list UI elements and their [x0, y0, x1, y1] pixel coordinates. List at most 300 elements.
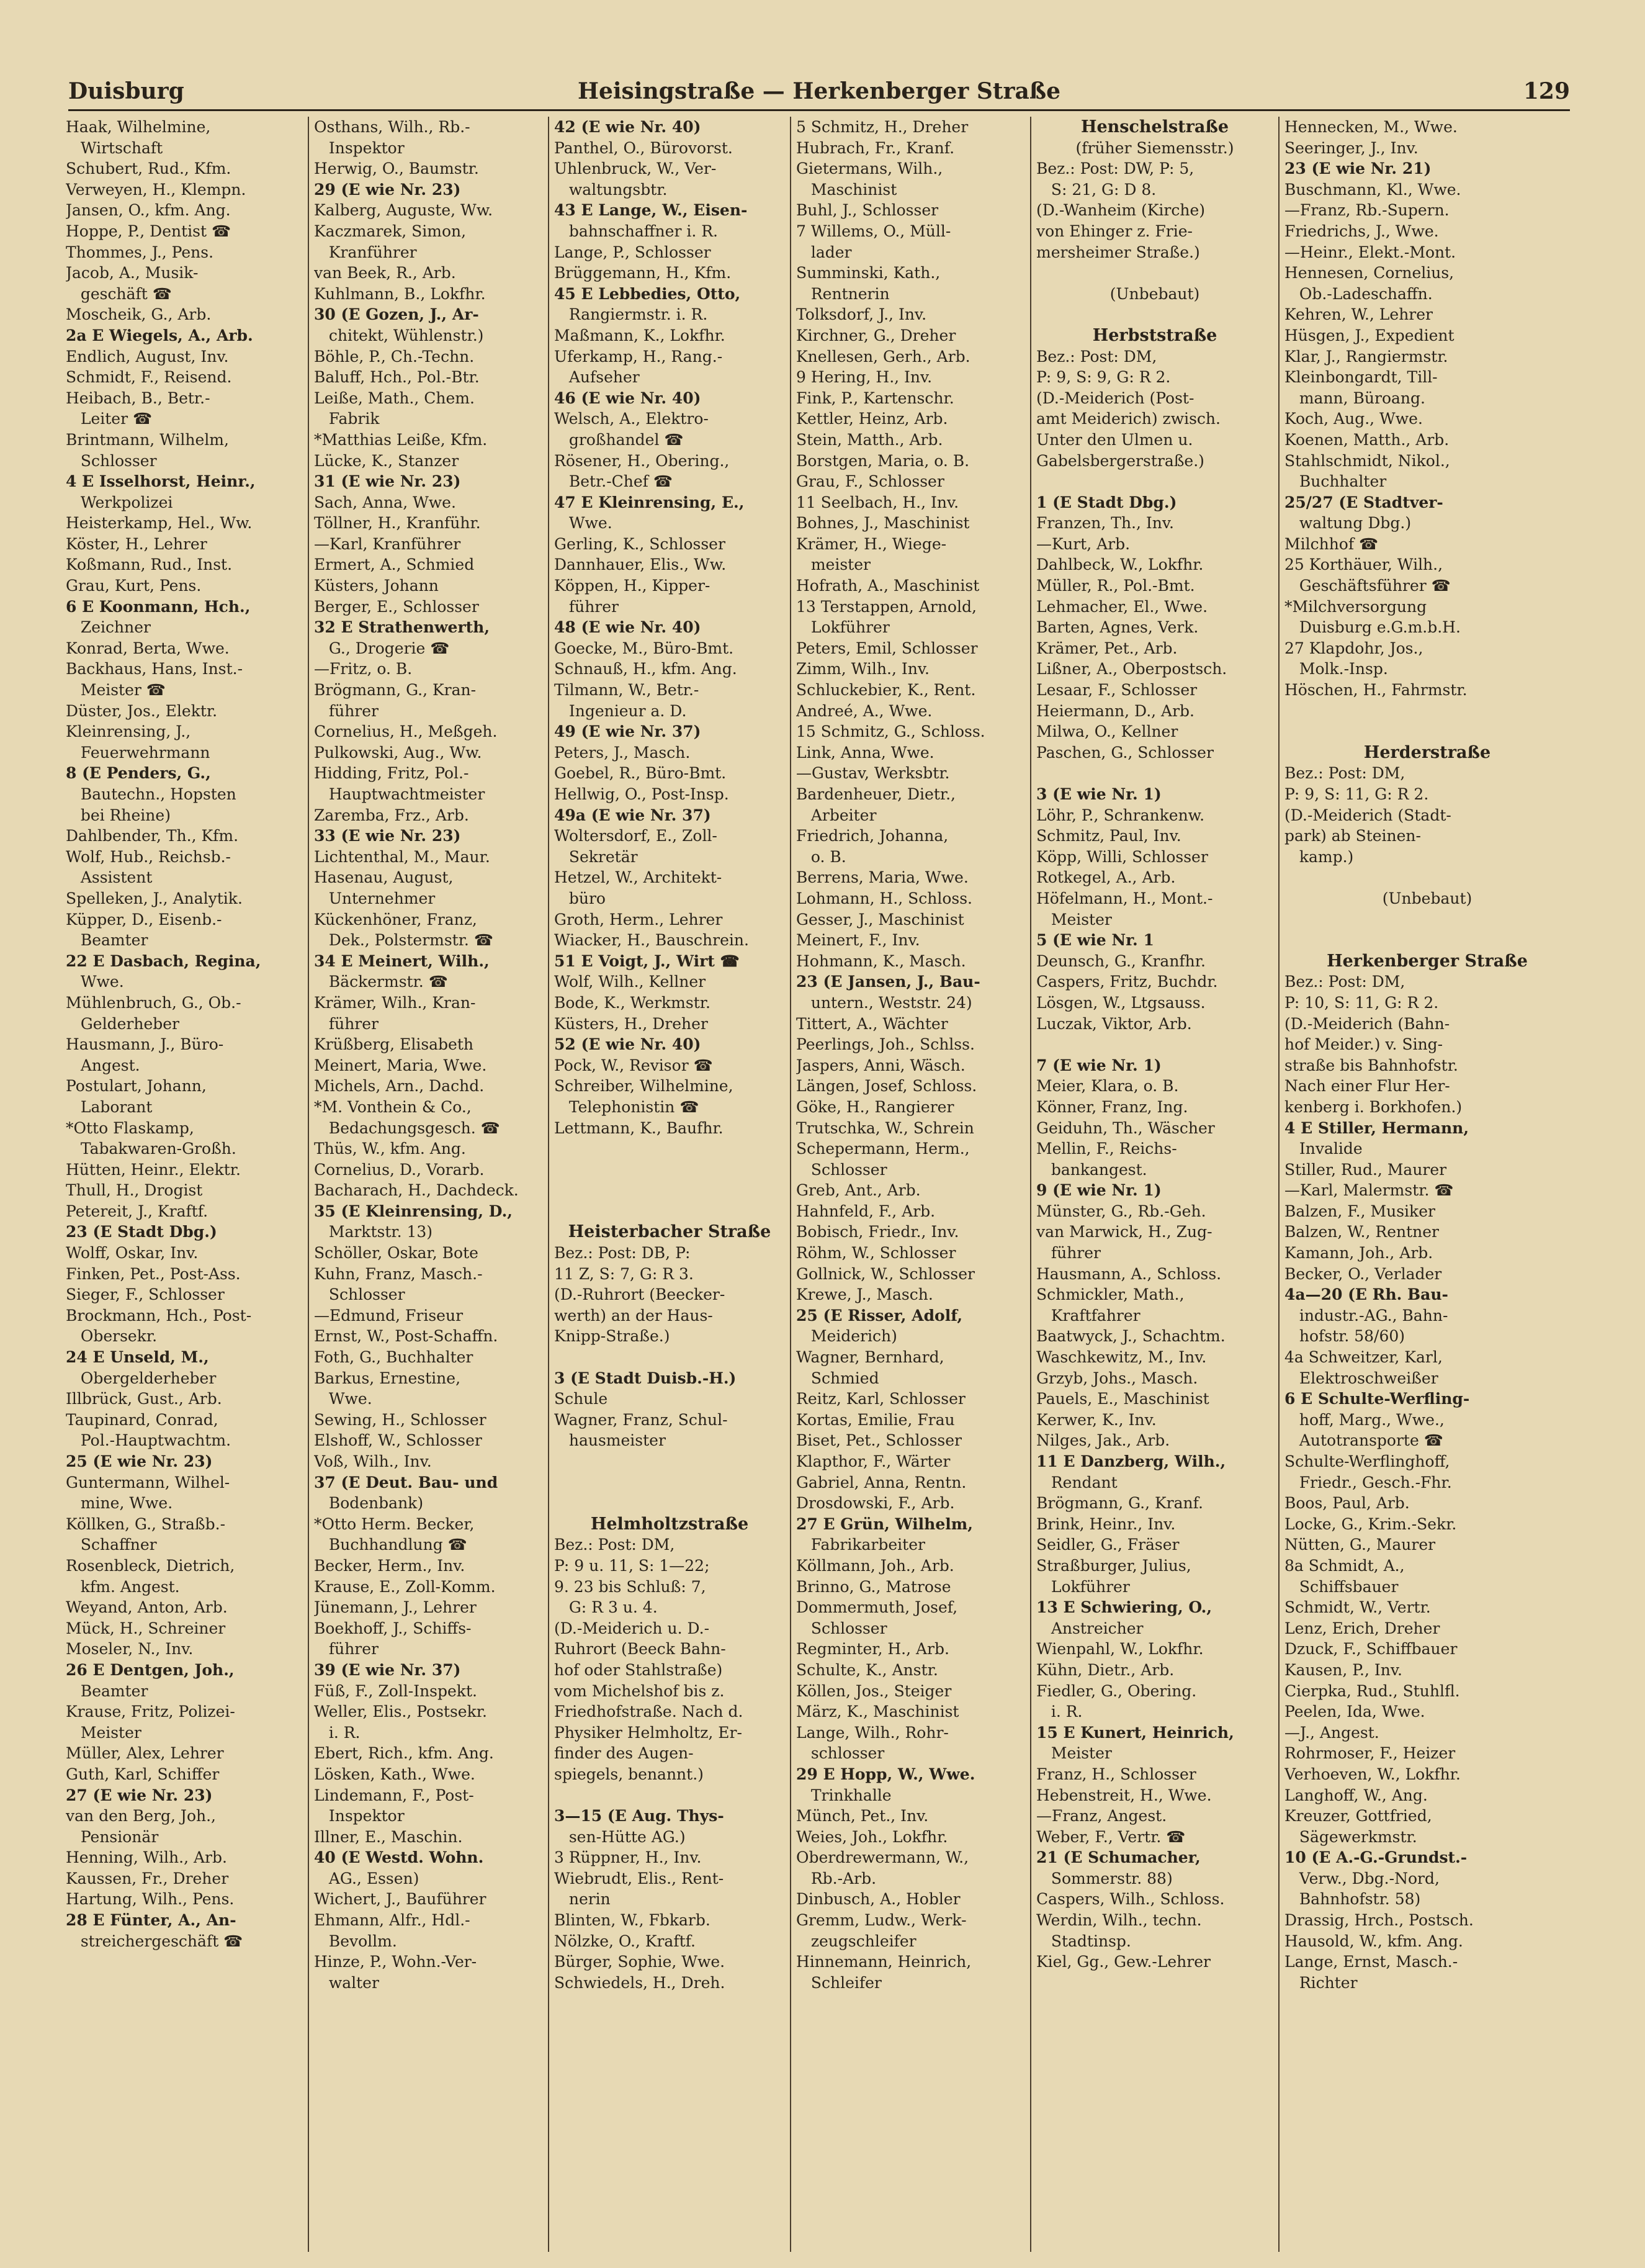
directory-entry: Heisterkamp, Hel., Ww.	[66, 514, 253, 533]
directory-entry: 11 Z, S: 7, G: R 3.	[554, 1264, 694, 1283]
directory-entry: 2a E Wiegels, A., Arb.	[66, 326, 253, 344]
directory-entry: o. B.	[796, 847, 846, 866]
directory-entry: Weyand, Anton, Arb.	[66, 1598, 228, 1617]
spacer	[1036, 1034, 1273, 1055]
directory-entry: Rösener, H., Obering.,	[554, 451, 730, 470]
directory-entry: Moscheik, G., Arb.	[66, 305, 212, 324]
directory-entry: 29 E Hopp, W., Wwe.	[796, 1765, 975, 1783]
directory-entry: Balzen, F., Musiker	[1284, 1202, 1435, 1220]
directory-entry: Krewe, J., Masch.	[796, 1285, 933, 1304]
directory-entry: Köppen, H., Kipper-	[554, 577, 710, 595]
directory-entry: Trinkhalle	[796, 1786, 892, 1804]
directory-entry: Finken, Pet., Post-Ass.	[66, 1264, 241, 1283]
directory-entry: Cornelius, H., Meßgeh.	[314, 722, 498, 741]
spacer	[554, 1785, 785, 1806]
directory-entry: van den Berg, Joh.,	[66, 1807, 217, 1825]
directory-entry: Lohmann, H., Schloss.	[796, 889, 972, 907]
directory-entry: Hubrach, Fr., Kranf.	[796, 138, 955, 157]
directory-entry: Töllner, H., Kranführ.	[314, 514, 481, 533]
directory-entry: Wirtschaft	[66, 138, 163, 157]
directory-entry: Spelleken, J., Analytik.	[66, 889, 243, 907]
directory-entry: Schluckebier, K., Rent.	[796, 681, 976, 700]
directory-entry: amt Meiderich) zwisch.	[1036, 410, 1221, 428]
directory-entry: (D.-Meiderich (Stadt-	[1284, 806, 1451, 824]
directory-entry: Brink, Heinr., Inv.	[1036, 1514, 1176, 1533]
page-header	[68, 76, 1570, 111]
directory-entry: Milchhof ☎	[1284, 534, 1379, 553]
directory-entry: Meister	[1036, 910, 1112, 929]
directory-entry: Meinert, Maria, Wwe.	[314, 1056, 487, 1074]
directory-entry: 4 E Stiller, Hermann,	[1284, 1118, 1469, 1137]
directory-entry: Deunsch, G., Kranfhr.	[1036, 952, 1206, 970]
directory-entry: Duisburg e.G.m.b.H.	[1284, 618, 1461, 637]
directory-entry: führer	[314, 701, 379, 720]
directory-entry: Wwe.	[314, 1390, 372, 1408]
directory-entry: Bode, K., Werkmstr.	[554, 993, 710, 1012]
directory-entry: 31 (E wie Nr. 23)	[314, 472, 461, 491]
directory-entry: 37 (E Deut. Bau- und	[314, 1473, 498, 1492]
directory-entry: hof oder Stahlstraße)	[554, 1660, 723, 1679]
directory-entry: Hellwig, O., Post-Insp.	[554, 785, 729, 803]
directory-entry: Rb.-Arb.	[796, 1869, 877, 1888]
directory-entry: Summinski, Kath.,	[796, 264, 941, 282]
directory-entry: Leiter ☎	[66, 410, 153, 428]
directory-entry: 47 E Kleinrensing, E.,	[554, 493, 745, 511]
directory-entry: Lichtenthal, M., Maur.	[314, 847, 490, 866]
directory-entry: Kleinbongardt, Till-	[1284, 368, 1438, 387]
directory-entry: Bäckermstr. ☎	[314, 973, 448, 991]
directory-entry: Baatwyck, J., Schachtm.	[1036, 1327, 1226, 1346]
directory-entry: 35 (E Kleinrensing, D.,	[314, 1202, 513, 1220]
directory-entry: Hausold, W., kfm. Ang.	[1284, 1932, 1463, 1950]
directory-entry: Ermert, A., Schmied	[314, 556, 475, 574]
directory-entry: 8 (E Penders, G.,	[66, 764, 211, 783]
directory-entry: Hinze, P., Wohn.-Ver-	[314, 1953, 477, 1971]
directory-entry: Borstgen, Maria, o. B.	[796, 451, 970, 470]
directory-entry: Dzuck, F., Schiffbauer	[1284, 1640, 1458, 1658]
directory-entry: Bez.: Post: DM,	[1284, 973, 1405, 991]
directory-entry: Bez.: Post: DW, P: 5,	[1036, 160, 1195, 178]
directory-entry: Kranführer	[314, 243, 417, 261]
directory-entry: 11 E Danzberg, Wilh.,	[1036, 1452, 1226, 1470]
directory-entry: Nach einer Flur Her-	[1284, 1077, 1450, 1096]
directory-entry: 3—15 (E Aug. Thys-	[554, 1807, 724, 1825]
directory-entry: Anstreicher	[1036, 1619, 1144, 1637]
directory-entry: Gabelsbergerstraße.)	[1036, 451, 1204, 470]
directory-entry: Gietermans, Wilh.,	[796, 160, 943, 178]
directory-entry: Schmied	[796, 1369, 879, 1387]
directory-entry: Becker, O., Verlader	[1284, 1264, 1442, 1283]
directory-entry: Lesaar, F., Schlosser	[1036, 681, 1198, 700]
directory-entry: Waschkewitz, M., Inv.	[1036, 1348, 1207, 1367]
directory-entry: Gerling, K., Schlosser	[554, 534, 725, 553]
directory-entry: —Karl, Malermstr. ☎	[1284, 1181, 1454, 1200]
directory-entry: Stahlschmidt, Nikol.,	[1284, 451, 1450, 470]
directory-entry: Kaussen, Fr., Dreher	[66, 1869, 229, 1888]
directory-entry: S: 21, G: D 8.	[1036, 180, 1157, 199]
directory-entry: van Marwick, H., Zug-	[1036, 1223, 1212, 1241]
directory-entry: Hohmann, K., Masch.	[796, 952, 966, 970]
directory-entry: 5 Schmitz, H., Dreher	[796, 118, 969, 136]
directory-entry: Link, Anna, Wwe.	[796, 743, 935, 762]
directory-entry: Krause, E., Zoll-Komm.	[314, 1577, 496, 1596]
directory-entry: Röhm, W., Schlosser	[796, 1244, 956, 1262]
street-note: (früher Siemensstr.)	[1075, 138, 1234, 157]
column-1	[61, 117, 309, 2252]
spacer	[554, 1180, 785, 1201]
directory-entry: *Otto Flaskamp,	[66, 1118, 194, 1137]
directory-entry: Bacharach, H., Dachdeck.	[314, 1181, 519, 1200]
directory-entry: kenberg i. Borkhofen.)	[1284, 1097, 1463, 1116]
directory-entry: Kraftfahrer	[1036, 1306, 1141, 1325]
directory-entry: Geiduhn, Th., Wäscher	[1036, 1118, 1215, 1137]
directory-entry: Bürger, Sophie, Wwe.	[554, 1953, 725, 1971]
directory-entry: 6 E Schulte-Werfling-	[1284, 1390, 1470, 1408]
directory-entry: Meister	[66, 1723, 141, 1742]
directory-entry: Rangiermstr. i. R.	[554, 305, 708, 324]
directory-entry: Tolksdorf, J., Inv.	[796, 305, 927, 324]
directory-entry: Konrad, Berta, Wwe.	[66, 639, 230, 657]
directory-entry: Meinert, F., Inv.	[796, 931, 920, 950]
directory-entry: Hetzel, W., Architekt-	[554, 868, 722, 887]
directory-entry: Maßmann, K., Lokfhr.	[554, 326, 725, 344]
directory-entry: Rendant	[1036, 1473, 1118, 1492]
directory-entry: Foth, G., Buchhalter	[314, 1348, 473, 1367]
directory-entry: Bedachungsgesch. ☎	[314, 1118, 500, 1137]
directory-entry: Hahnfeld, F., Arb.	[796, 1202, 936, 1220]
directory-entry: Hartung, Wilh., Pens.	[66, 1890, 235, 1909]
directory-entry: 49 (E wie Nr. 37)	[554, 722, 701, 741]
directory-entry: führer	[1036, 1244, 1101, 1262]
directory-entry: Fabrikarbeiter	[796, 1536, 925, 1554]
directory-entry: Lange, Ernst, Masch.-	[1284, 1953, 1458, 1971]
directory-entry: Rotkegel, A., Arb.	[1036, 868, 1176, 887]
directory-entry: Weber, F., Vertr. ☎	[1036, 1827, 1186, 1846]
directory-entry: walter	[314, 1973, 379, 1992]
directory-entry: Boos, Paul, Arb.	[1284, 1494, 1410, 1513]
directory-entry: i. R.	[314, 1723, 361, 1742]
directory-entry: 34 E Meinert, Wilh.,	[314, 952, 490, 970]
directory-entry: Schulte-Werflinghoff,	[1284, 1452, 1450, 1470]
directory-entry: Unternehmer	[314, 889, 436, 907]
directory-entry: Meier, Klara, o. B.	[1036, 1077, 1179, 1096]
directory-entry: Seidler, G., Fräser	[1036, 1536, 1180, 1554]
directory-entry: Uferkamp, H., Rang.-	[554, 347, 723, 366]
directory-entry: 49a (E wie Nr. 37)	[554, 806, 711, 824]
directory-entry: —Heinr., Elekt.-Mont.	[1284, 243, 1456, 261]
directory-entry: Sommerstr. 88)	[1036, 1869, 1173, 1888]
directory-entry: Böhle, P., Ch.-Techn.	[314, 347, 475, 366]
directory-entry: 23 (E wie Nr. 21)	[1284, 160, 1432, 178]
directory-entry: Rosenbleck, Dietrich,	[66, 1556, 235, 1575]
directory-entry: großhandel ☎	[554, 430, 684, 449]
directory-entry: —Franz, Angest.	[1036, 1807, 1167, 1825]
directory-entry: Hofrath, A., Maschinist	[796, 577, 980, 595]
directory-entry: Nilges, Jak., Arb.	[1036, 1431, 1170, 1450]
spacer	[1036, 471, 1273, 492]
directory-entry: Gelderheber	[66, 1014, 179, 1033]
directory-entry: Lokführer	[796, 618, 890, 637]
directory-entry: Ob.-Ladeschaffn.	[1284, 284, 1433, 303]
directory-entry: Schnauß, H., kfm. Ang.	[554, 660, 737, 678]
directory-entry: Tilmann, W., Betr.-	[554, 681, 699, 700]
directory-entry: Friedrich, Johanna,	[796, 827, 949, 845]
directory-entry: Bez.: Post: DM,	[1036, 347, 1157, 366]
directory-entry: finder des Augen-	[554, 1744, 694, 1763]
directory-entry: Elektroschweißer	[1284, 1369, 1438, 1387]
directory-entry: Goecke, M., Büro-Bmt.	[554, 639, 734, 657]
directory-entry: Weller, Elis., Postsekr.	[314, 1703, 487, 1721]
directory-entry: industr.-AG., Bahn-	[1284, 1306, 1448, 1325]
directory-entry: Krämer, H., Wiege-	[796, 534, 947, 553]
directory-entry: 43 E Lange, W., Eisen-	[554, 201, 748, 220]
street-note: (Unbebaut)	[1382, 889, 1472, 907]
spacer	[554, 1451, 785, 1472]
directory-entry: Peters, Emil, Schlosser	[796, 639, 978, 657]
directory-entry: Küpper, D., Eisenb.-	[66, 910, 222, 929]
directory-entry: Schaffner	[66, 1536, 157, 1554]
directory-entry: Gesser, J., Maschinist	[796, 910, 964, 929]
directory-entry: 33 (E wie Nr. 23)	[314, 827, 461, 845]
directory-entry: 13 Terstappen, Arnold,	[796, 597, 977, 616]
spacer	[1284, 867, 1570, 888]
directory-entry: Mück, H., Schreiner	[66, 1619, 226, 1637]
directory-entry: Bevollm.	[314, 1932, 397, 1950]
directory-entry: Wienpahl, W., Lokfhr.	[1036, 1640, 1204, 1658]
directory-entry: Illbrück, Gust., Arb.	[66, 1390, 222, 1408]
directory-entry: Invalide	[1284, 1140, 1363, 1158]
directory-entry: 52 (E wie Nr. 40)	[554, 1035, 701, 1054]
directory-entry: Kiel, Gg., Gew.-Lehrer	[1036, 1953, 1211, 1971]
directory-entry: Höfelmann, H., Mont.-	[1036, 889, 1213, 907]
spacer	[554, 1493, 785, 1514]
directory-entry: Tabakwaren-Großh.	[66, 1140, 236, 1158]
directory-entry: Buhl, J., Schlosser	[796, 201, 939, 220]
directory-entry: hoff, Marg., Wwe.,	[1284, 1410, 1445, 1429]
directory-entry: 25 (E Risser, Adolf,	[796, 1306, 963, 1325]
directory-entry: Herwig, O., Baumstr.	[314, 160, 479, 178]
directory-entry: 7 Willems, O., Müll-	[796, 222, 951, 240]
directory-entry: 3 (E Stadt Duisb.-H.)	[554, 1369, 737, 1387]
directory-entry: Höschen, H., Fahrmstr.	[1284, 681, 1468, 700]
directory-entry: Weies, Joh., Lokfhr.	[796, 1827, 948, 1846]
directory-entry: Beamter	[66, 931, 148, 950]
directory-entry: Hebenstreit, H., Wwe.	[1036, 1786, 1212, 1804]
directory-entry: Gremm, Ludw., Werk-	[796, 1911, 967, 1930]
directory-entry: Meister	[1036, 1744, 1112, 1763]
directory-entry: mine, Wwe.	[66, 1494, 173, 1513]
directory-entry: Buchhandlung ☎	[314, 1536, 467, 1554]
directory-entry: (D.-Ruhrort (Beecker-	[554, 1285, 725, 1304]
directory-entry: 28 E Fünter, A., An-	[66, 1911, 236, 1930]
directory-entry: Luczak, Viktor, Arb.	[1036, 1014, 1192, 1033]
spacer	[554, 1472, 785, 1493]
street-heading: Herkenberger Straße	[1327, 951, 1528, 971]
directory-entry: 51 E Voigt, J., Wirt ☎	[554, 952, 740, 970]
directory-entry: 48 (E wie Nr. 40)	[554, 618, 701, 637]
directory-entry: kamp.)	[1284, 847, 1354, 866]
directory-entry: 4 E Isselhorst, Heinr.,	[66, 472, 256, 491]
directory-entry: Heibach, B., Betr.-	[66, 389, 210, 407]
directory-entry: 45 E Lebbedies, Otto,	[554, 284, 741, 303]
directory-entry: Kettler, Heinz, Arb.	[796, 410, 948, 428]
directory-entry: Cornelius, D., Vorarb.	[314, 1160, 485, 1179]
directory-entry: Verw., Dbg.-Nord,	[1284, 1869, 1440, 1888]
directory-entry: 23 (E Stadt Dbg.)	[66, 1223, 217, 1241]
directory-entry: Rohrmoser, F., Heizer	[1284, 1744, 1456, 1763]
directory-entry: Hausmann, A., Schloss.	[1036, 1264, 1222, 1283]
directory-entry: Paschen, G., Schlosser	[1036, 743, 1214, 762]
directory-entry: büro	[554, 889, 606, 907]
directory-entry: Wagner, Bernhard,	[796, 1348, 944, 1367]
spacer	[1036, 763, 1273, 784]
spacer	[1284, 721, 1570, 742]
directory-entry: Köllmann, Joh., Arb.	[796, 1556, 954, 1575]
directory-entry: *Matthias Leiße, Kfm.	[314, 430, 488, 449]
directory-entry: Peters, J., Masch.	[554, 743, 691, 762]
directory-entry: Kerwer, K., Inv.	[1036, 1410, 1157, 1429]
directory-entry: Küsters, Johann	[314, 577, 439, 595]
directory-entry: Krämer, Wilh., Kran-	[314, 993, 476, 1012]
directory-entry: Lücke, K., Stanzer	[314, 451, 459, 470]
directory-entry: Pock, W., Revisor ☎	[554, 1056, 713, 1074]
directory-entry: Peelen, Ida, Wwe.	[1284, 1703, 1425, 1721]
directory-entry: Lokführer	[1036, 1577, 1130, 1596]
directory-entry: Schmitz, Paul, Inv.	[1036, 827, 1181, 845]
directory-entry: spiegels, benannt.)	[554, 1765, 704, 1783]
directory-entry: 30 (E Gozen, J., Ar-	[314, 305, 479, 324]
directory-entry: Postulart, Johann,	[66, 1077, 207, 1096]
directory-entry: 24 E Unseld, M.,	[66, 1348, 209, 1367]
directory-entry: untern., Weststr. 24)	[796, 993, 972, 1012]
directory-entry: Schmidt, W., Vertr.	[1284, 1598, 1431, 1617]
directory-entry: Rentnerin	[796, 284, 890, 303]
directory-entry: *Milchversorgung	[1284, 597, 1427, 616]
directory-entry: Friedrichs, J., Wwe.	[1284, 222, 1439, 240]
directory-entry: Trutschka, W., Schrein	[796, 1118, 974, 1137]
directory-entry: Knipp-Straße.)	[554, 1327, 670, 1346]
directory-entry: (D.-Wanheim (Kirche)	[1036, 201, 1206, 220]
directory-entry: Guth, Karl, Schiffer	[66, 1765, 220, 1783]
directory-entry: Geschäftsführer ☎	[1284, 577, 1451, 595]
directory-entry: Stein, Matth., Arb.	[796, 430, 943, 449]
directory-entry: Nütten, G., Maurer	[1284, 1536, 1436, 1554]
directory-entry: 22 E Dasbach, Regina,	[66, 952, 261, 970]
directory-entry: sen-Hütte AG.)	[554, 1827, 686, 1846]
directory-entry: Lenz, Erich, Dreher	[1284, 1619, 1440, 1637]
directory-entry: Wwe.	[554, 514, 612, 533]
directory-entry: Langhoff, W., Ang.	[1284, 1786, 1428, 1804]
directory-entry: Kühn, Dietr., Arb.	[1036, 1660, 1175, 1679]
directory-entry: Lindemann, F., Post-	[314, 1786, 474, 1804]
directory-entry: Lösken, Kath., Wwe.	[314, 1765, 475, 1783]
directory-entry: Thull, H., Drogist	[66, 1181, 203, 1200]
directory-entry: Molk.-Insp.	[1284, 660, 1388, 678]
directory-entry: Thommes, J., Pens.	[66, 243, 214, 261]
directory-entry: Obergelderheber	[66, 1369, 217, 1387]
directory-entry: Brockmann, Hch., Post-	[66, 1306, 252, 1325]
directory-entry: schlosser	[796, 1744, 885, 1763]
directory-entry: Lettmann, K., Baufhr.	[554, 1118, 724, 1137]
directory-entry: Schreiber, Wilhelmine,	[554, 1077, 733, 1096]
directory-entry: Hidding, Fritz, Pol.-	[314, 764, 469, 783]
directory-entry: von Ehinger z. Frie-	[1036, 222, 1193, 240]
directory-entry: Krämer, Pet., Arb.	[1036, 639, 1178, 657]
directory-entry: Ruhrort (Beeck Bahn-	[554, 1640, 726, 1658]
directory-entry: Kuhlmann, B., Lokfhr.	[314, 284, 486, 303]
directory-entry: Voß, Wilh., Inv.	[314, 1452, 432, 1470]
directory-entry: 3 (E wie Nr. 1)	[1036, 785, 1162, 803]
directory-entry: Zimm, Wilh., Inv.	[796, 660, 930, 678]
directory-entry: Nölzke, O., Kraftf.	[554, 1932, 696, 1950]
directory-entry: Uhlenbruck, W., Ver-	[554, 160, 717, 178]
directory-entry: 3 Rüppner, H., Inv.	[554, 1848, 702, 1867]
directory-entry: Maschinist	[796, 180, 897, 199]
directory-entry: 10 (E A.-G.-Grundst.-	[1284, 1848, 1468, 1867]
directory-entry: Müller, R., Pol.-Bmt.	[1036, 577, 1195, 595]
directory-entry: —Gustav, Werksbtr.	[796, 764, 950, 783]
directory-entry: Werkpolizei	[66, 493, 173, 511]
directory-entry: Wagner, Franz, Schul-	[554, 1410, 728, 1429]
directory-entry: Jaspers, Anni, Wäsch.	[796, 1056, 966, 1074]
header-city: Duisburg	[68, 78, 184, 104]
directory-entry: Schmidt, F., Reisend.	[66, 368, 232, 387]
directory-entry: Kleinrensing, J.,	[66, 722, 191, 741]
directory-entry: 40 (E Westd. Wohn.	[314, 1848, 484, 1867]
directory-entry: Dahlbeck, W., Lokfhr.	[1036, 556, 1204, 574]
directory-entry: P: 10, S: 11, G: R 2.	[1284, 993, 1439, 1012]
directory-entry: Inspektor	[314, 1807, 405, 1825]
street-heading: Henschelstraße	[1080, 117, 1229, 137]
directory-entry: 23 (E Jansen, J., Bau-	[796, 973, 980, 991]
directory-entry: Bautechn., Hopsten	[66, 785, 236, 803]
directory-entry: Regminter, H., Arb.	[796, 1640, 949, 1658]
directory-entry: Kehren, W., Lehrer	[1284, 305, 1433, 324]
directory-entry: Laborant	[66, 1097, 153, 1116]
directory-entry: Bez.: Post: DM,	[1284, 764, 1405, 783]
directory-entry: Obersekr.	[66, 1327, 158, 1346]
directory-entry: nerin	[554, 1890, 611, 1909]
directory-entry: Drosdowski, F., Arb.	[796, 1494, 955, 1513]
directory-entry: führer	[554, 597, 619, 616]
spacer	[554, 1159, 785, 1181]
directory-entry: P: 9 u. 11, S: 1—22;	[554, 1556, 710, 1575]
directory-entry: Ebert, Rich., kfm. Ang.	[314, 1744, 494, 1763]
directory-entry: Schöller, Oskar, Bote	[314, 1244, 478, 1262]
directory-entry: vom Michelshof bis z.	[554, 1681, 725, 1700]
directory-entry: Goebel, R., Büro-Bmt.	[554, 764, 727, 783]
directory-entry: G., Drogerie ☎	[314, 639, 450, 657]
directory-entry: bankangest.	[1036, 1160, 1147, 1179]
street-heading: Helmholtzstraße	[590, 1514, 749, 1534]
directory-entry: Lehmacher, El., Wwe.	[1036, 597, 1208, 616]
directory-entry: Guntermann, Wilhel-	[66, 1473, 230, 1492]
directory-entry: 7 (E wie Nr. 1)	[1036, 1056, 1162, 1074]
directory-entry: *Otto Herm. Becker,	[314, 1514, 475, 1533]
directory-entry: chitekt, Wühlenstr.)	[314, 326, 484, 344]
directory-entry: Zeichner	[66, 618, 151, 637]
directory-entry: bahnschaffner i. R.	[554, 222, 719, 240]
directory-entry: AG., Essen)	[314, 1869, 419, 1888]
directory-entry: werth) an der Haus-	[554, 1306, 713, 1325]
directory-entry: Lösgen, W., Ltgsauss.	[1036, 993, 1206, 1012]
directory-entry: Dommermuth, Josef,	[796, 1598, 958, 1617]
directory-entry: Peerlings, Joh., Schlss.	[796, 1035, 975, 1054]
directory-entry: Moseler, N., Inv.	[66, 1640, 194, 1658]
directory-entry: Unter den Ulmen u.	[1036, 430, 1193, 449]
directory-entry: Brögmann, G., Kran-	[314, 681, 477, 700]
directory-entry: Schule	[554, 1390, 608, 1408]
